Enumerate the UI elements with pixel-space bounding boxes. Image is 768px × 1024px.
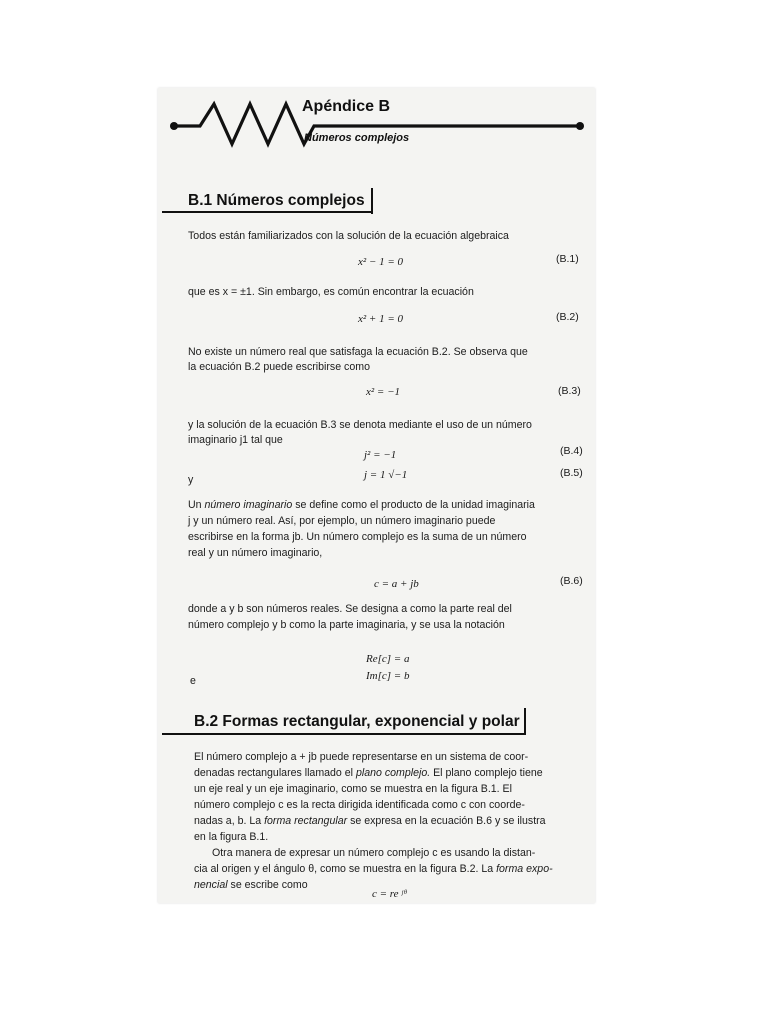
- equation-b2: x² + 1 = 0: [358, 313, 404, 325]
- equation-b1: x² − 1 = 0: [358, 256, 404, 268]
- equation-im: Im[c] = b: [366, 670, 410, 682]
- paragraph-line: la ecuación B.2 puede escribirse como: [188, 361, 370, 373]
- paragraph-line: real y un número imaginario,: [188, 547, 323, 559]
- paragraph-line: El número complejo a + jb puede representarse en un sistema de coor-: [194, 751, 529, 763]
- equation-number: (B.5): [560, 467, 583, 479]
- paragraph-line: imaginario j1 tal que: [188, 434, 283, 446]
- paragraph-line: donde a y b son números reales. Se designa a como la parte real del: [188, 603, 512, 615]
- equation-exponential: c = re ʲᶿ: [372, 888, 407, 900]
- paragraph-line: nadas a, b. La forma rectangular se expresa en la ecuación B.6 y se ilustra: [194, 815, 546, 827]
- section-b1-rule: [162, 211, 372, 213]
- paragraph-line: escribirse en la forma jb. Un número complejo es la suma de un número: [188, 531, 527, 543]
- paragraph: Todos están familiarizados con la solución de la ecuación algebraica: [188, 230, 509, 242]
- paragraph-line: Un número imaginario se define como el producto de la unidad imaginaria: [188, 499, 535, 511]
- paragraph-line: cia al origen y el ángulo θ, como se muestra en la figura B.2. La forma expo-: [194, 863, 553, 875]
- paragraph-line: en la figura B.1.: [194, 831, 269, 843]
- paragraph-line: número complejo y b como la parte imaginaria, y se usa la notación: [188, 619, 505, 631]
- section-b2-rule: [162, 733, 526, 735]
- appendix-subtitle: Números complejos: [304, 132, 410, 144]
- paragraph-line: j y un número real. Así, por ejemplo, un número imaginario puede: [188, 515, 496, 527]
- paragraph-line: número complejo c es la recta dirigida identificada como c con coorde-: [194, 799, 525, 811]
- paragraph-line: nencial se escribe como: [194, 879, 308, 891]
- paragraph: que es x = ±1. Sin embargo, es común encontrar la ecuación: [188, 286, 474, 298]
- equation-number: (B.2): [556, 311, 579, 323]
- connector-e: e: [190, 675, 196, 687]
- section-b2-title: B.2 Formas rectangular, exponencial y polar: [194, 713, 520, 730]
- equation-number: (B.6): [560, 575, 583, 587]
- equation-b5: j = 1 √−1: [364, 469, 408, 481]
- section-b2-bar: [524, 708, 526, 734]
- equation-b6: c = a + jb: [374, 578, 419, 590]
- equation-re: Re[c] = a: [366, 653, 410, 665]
- paragraph-line: denadas rectangulares llamado el plano complejo. El plano complejo tiene: [194, 767, 543, 779]
- section-b1-title: B.1 Números complejos: [188, 192, 365, 209]
- paragraph-line: Otra manera de expresar un número complejo c es usando la distan-: [212, 847, 536, 859]
- paragraph-line: y la solución de la ecuación B.3 se denota mediante el uso de un número: [188, 419, 532, 431]
- equation-b3: x² = −1: [366, 386, 401, 398]
- equation-number: (B.1): [556, 253, 579, 265]
- equation-b4: j² = −1: [364, 449, 397, 461]
- paragraph-line: un eje real y un eje imaginario, como se muestra en la figura B.1. El: [194, 783, 512, 795]
- paragraph-line: No existe un número real que satisfaga la ecuación B.2. Se observa que: [188, 346, 528, 358]
- scanned-page: [158, 88, 595, 903]
- appendix-title: Apéndice B: [302, 98, 391, 115]
- connector-y: y: [188, 474, 194, 486]
- equation-number: (B.3): [558, 385, 581, 397]
- equation-number: (B.4): [560, 445, 583, 457]
